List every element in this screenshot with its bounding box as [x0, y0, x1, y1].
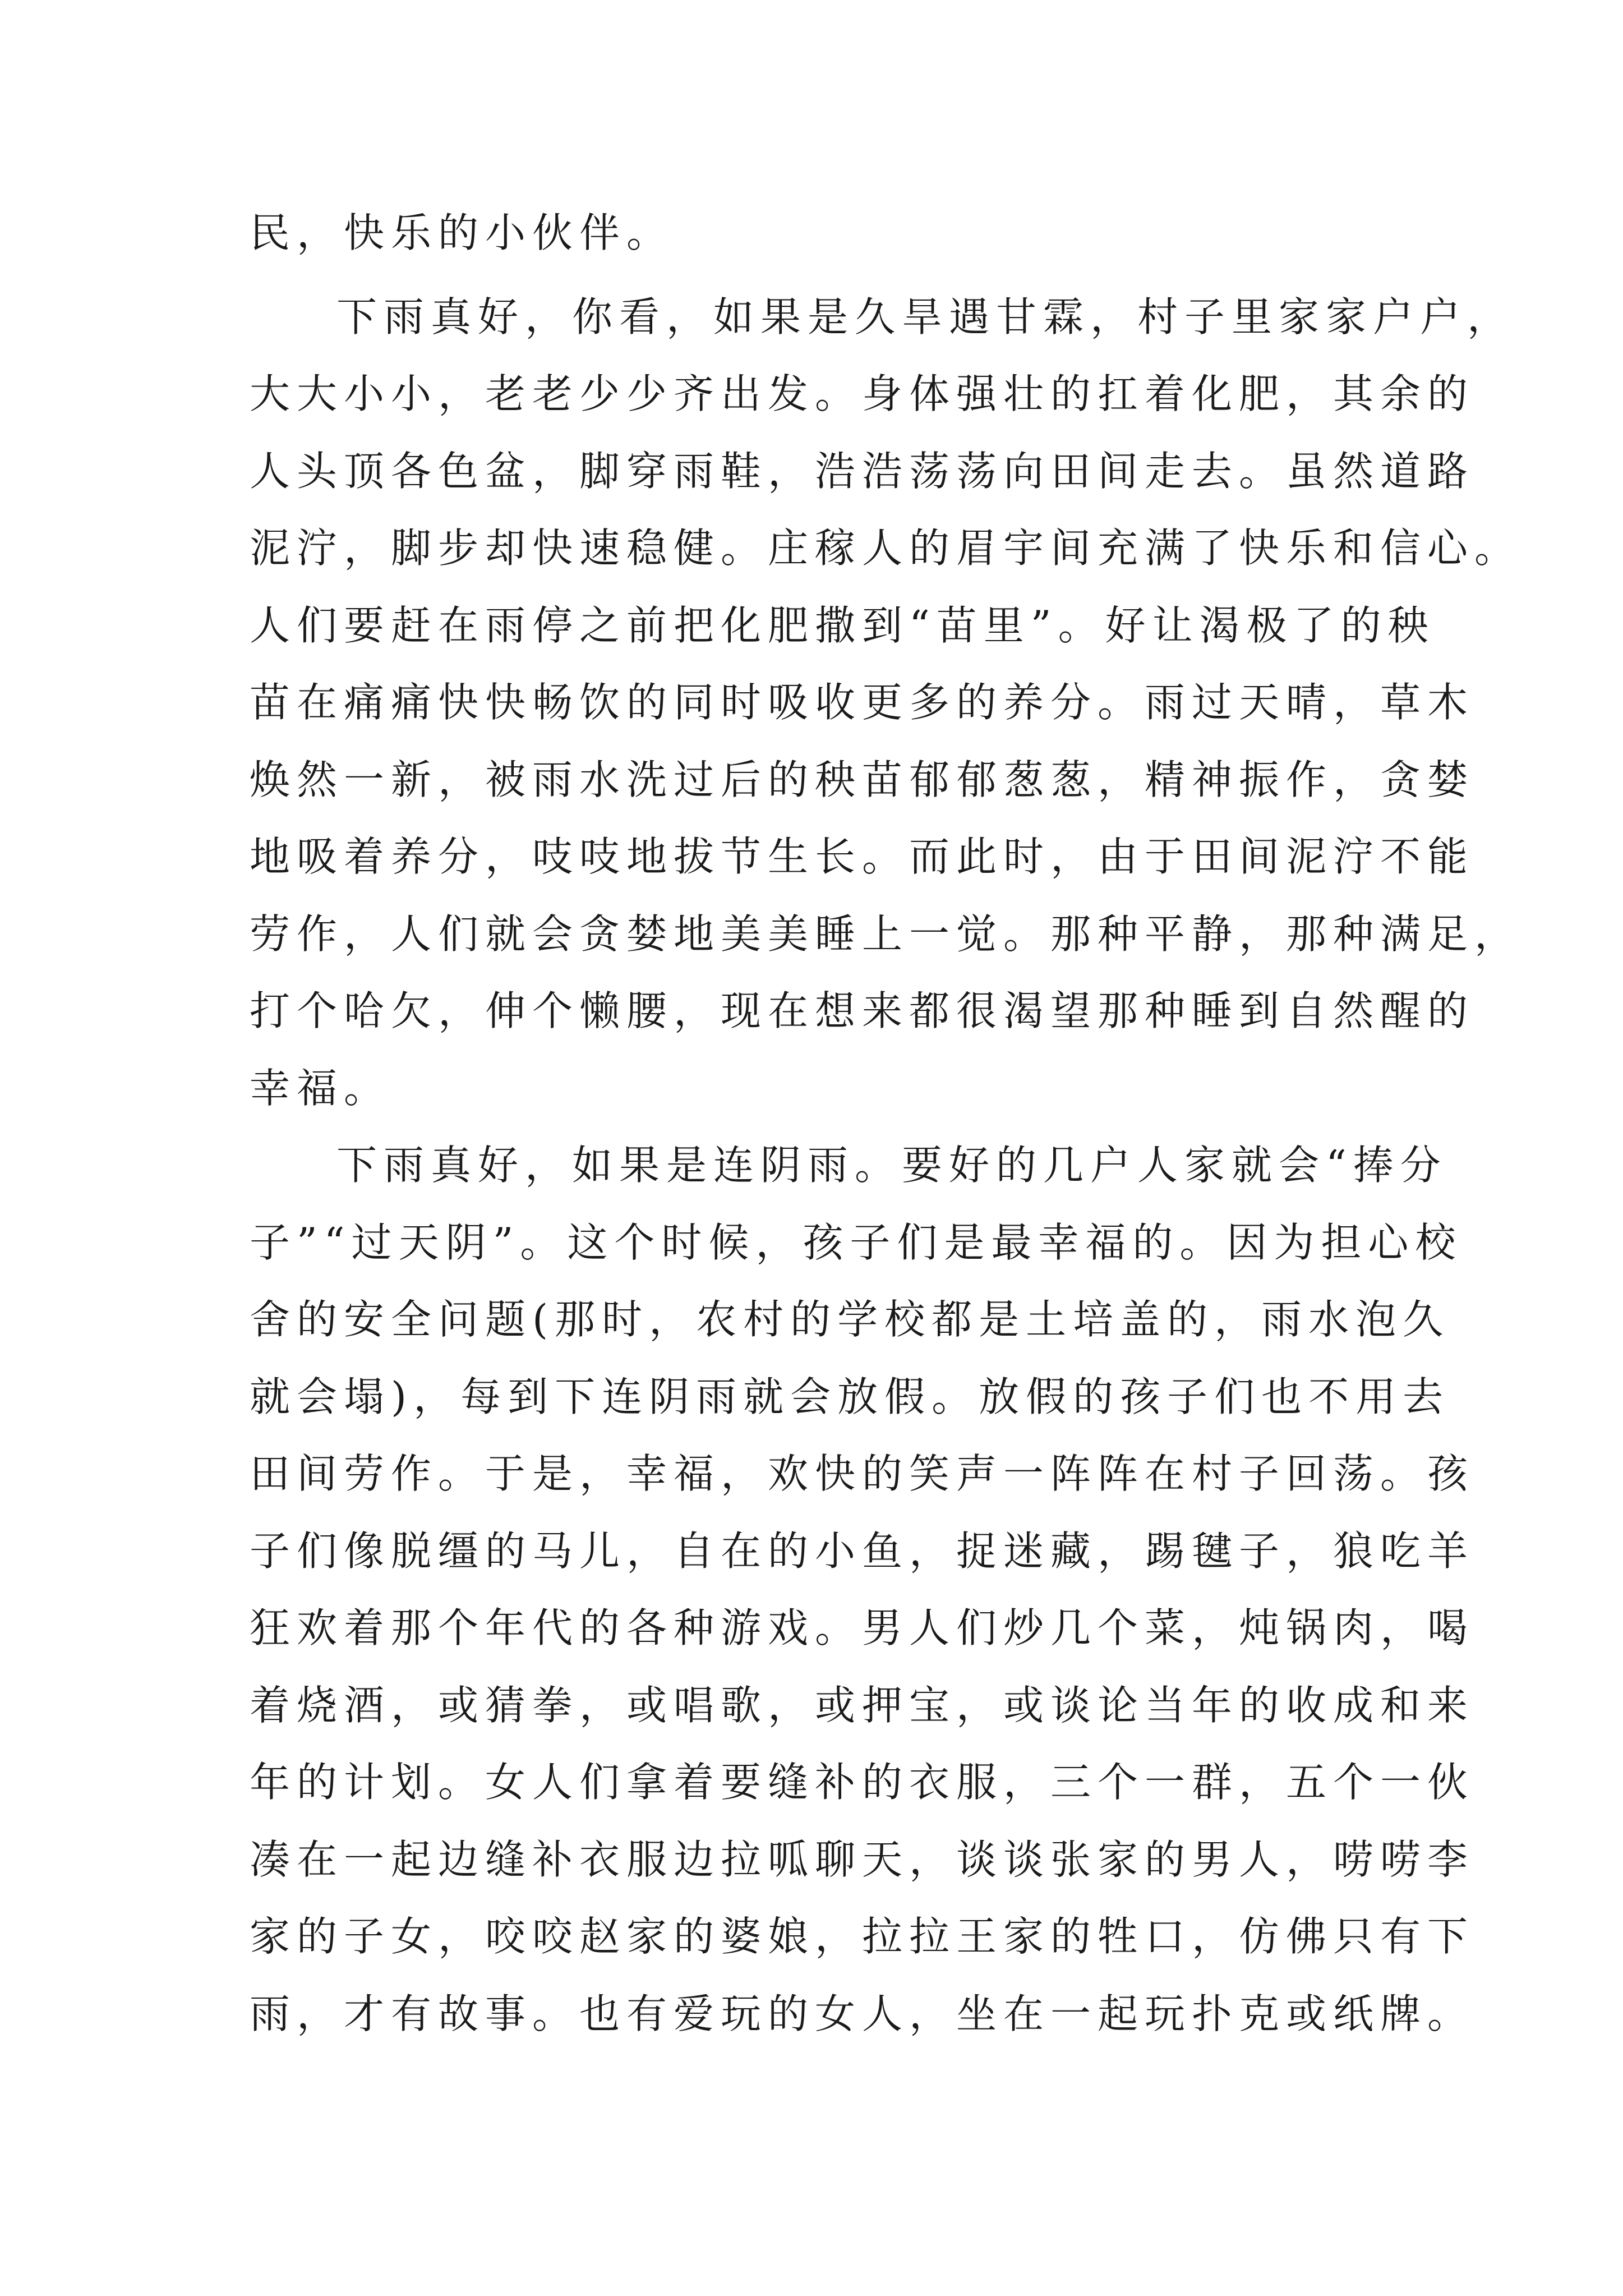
text-line: 家的子女，咬咬赵家的婆娘，拉拉王家的牲口，仿佛只有下 — [250, 1913, 1475, 1960]
text-line: 苗在痛痛快快畅饮的同时吸收更多的养分。雨过天晴，草木 — [250, 679, 1475, 726]
text-line: 狂欢着那个年代的各种游戏。男人们炒几个菜，炖锅肉，喝 — [250, 1604, 1475, 1651]
text-line: 就会塌)，每到下连阴雨就会放假。放假的孩子们也不用去 — [250, 1373, 1450, 1420]
text-line: 人头顶各色盆，脚穿雨鞋，浩浩荡荡向田间走去。虽然道路 — [250, 448, 1475, 495]
text-line: 雨，才有故事。也有爱玩的女人，坐在一起玩扑克或纸牌。 — [250, 1990, 1475, 2037]
text-line: 田间劳作。于是，幸福，欢快的笑声一阵阵在村子回荡。孩 — [250, 1450, 1475, 1497]
text-line: 民，快乐的小伙伴。 — [250, 209, 674, 256]
text-line: 泥泞，脚步却快速稳健。庄稼人的眉宇间充满了快乐和信心。 — [250, 524, 1522, 572]
text-line: 凑在一起边缝补衣服边拉呱聊天，谈谈张家的男人，唠唠李 — [250, 1836, 1475, 1883]
paragraph-first-line: 下雨真好，你看，如果是久旱遇甘霖，村子里家家户户， — [336, 293, 1515, 341]
text-line: 幸福。 — [250, 1065, 391, 1112]
text-line: 打个哈欠，伸个懒腰，现在想来都很渴望那种睡到自然醒的 — [250, 987, 1475, 1034]
text-line: 子们像脱缰的马儿，自在的小鱼，捉迷藏，踢毽子，狼吃羊 — [250, 1527, 1475, 1575]
text-line: 年的计划。女人们拿着要缝补的衣服，三个一群，五个一伙 — [250, 1759, 1475, 1806]
text-line: 大大小小，老老少少齐出发。身体强壮的扛着化肥，其余的 — [250, 370, 1475, 417]
text-line: 着烧酒，或猜拳，或唱歌，或押宝，或谈论当年的收成和来 — [250, 1682, 1475, 1729]
text-line: 焕然一新，被雨水洗过后的秧苗郁郁葱葱，精神振作，贪婪 — [250, 756, 1475, 803]
text-line: 劳作，人们就会贪婪地美美睡上一觉。那种平静，那种满足， — [250, 910, 1522, 958]
text-line: 人们要赶在雨停之前把化肥撒到“苗里”。好让渴极了的秧 — [250, 602, 1435, 649]
text-line: 地吸着养分，吱吱地拔节生长。而此时，由于田间泥泞不能 — [250, 833, 1475, 880]
text-line: 舍的安全问题(那时，农村的学校都是土培盖的，雨水泡久 — [250, 1296, 1450, 1343]
text-line: 子”“过天阴”。这个时候，孩子们是最幸福的。因为担心校 — [250, 1219, 1463, 1266]
paragraph-first-line: 下雨真好，如果是连阴雨。要好的几户人家就会“捧分 — [336, 1142, 1447, 1189]
